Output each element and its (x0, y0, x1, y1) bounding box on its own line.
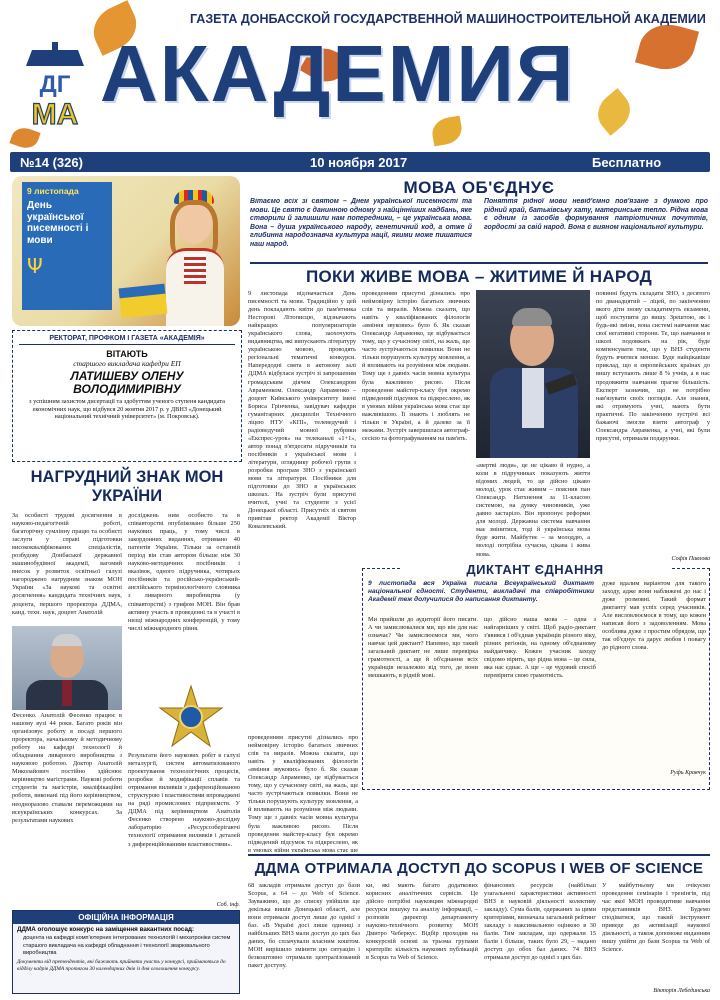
dictation-col2: що дійсно наша мова – одна з найгарніших у світі. Щоб радіо-диктант з'явився і об'єднав українців різного віку, різних регіонів, на одному об'єднаному майданчику. Кожен учасник заходу свідомо вірить, що рідна мова – це сила, яка нас єднає. А ще – це чудовий спосіб перевірити свою грамотність. (484, 616, 596, 680)
main-article-col2: проведенням присутні дізнались про неймовірну історію багатьох звичних слів та виразів. Можна сказати, що навіть у кваліфікованих філологів «вміння звукових» було б. Як сказав Олександр Авраменко, це відбувається тому, що у сучасному світі, на жаль, ще часто зустрічаються помилки. Вони не тільки порушують культуру мовлення, а й впливають на розуміння між людьми. Тому ще з давніх часів мовна культура була важливою рисою. Після проведення майстер-класу був окремо підведений підсумок та підкреслено, як в умовах війни українська мова стає ще важливішою. Її знають і люблять не тільки в Україні, а й далеко за її межами. Зустріч завершилася автограф-сесією та фотографуванням на пам'ять. (362, 290, 470, 442)
scopus-col1: 68 закладів отримали доступ до бази Scopus, а 64 – до Web of Science. Зауважимо, що до списку увійшли ще декілька вишів Донецької області, але вони отримали доступ лише до однієї з баз. «В Україні досі лише одиниці з найбільших ВНЗ мали доступ до цих баз даних, бо сплачували власним коштом. МОН вирішило змінити цю ситуацію і безкоштовно отримали централізований пакет доступу. (248, 882, 360, 970)
official-title: ОФІЦІЙНА ІНФОРМАЦІЯ (13, 911, 239, 924)
lead-divider (250, 262, 708, 264)
badge-article-title: НАГРУДНИЙ ЗНАК МОН УКРАЇНИ (30, 468, 224, 505)
badge-article-col2b: Результати його наукових робіт в галузі металургії, систем автоматизованого проектування технологічних процесів, розробки й модифікації сплавів та отримання виливків з диференційованою структурою і властивостями впроваджені на ряді промислових підприємств. У ДДМА під керівництвом Анатолія Фесенко створено науково-дослідну лабораторію «Ресурсозберігаючі технології отримання виливків і деталей з диференційованими властивостями». (128, 752, 240, 848)
official-item-2: старшого викладача на кафедрі обладнання і технології зварювального виробництва (23, 943, 210, 956)
congrats-box (12, 330, 242, 462)
book-icon (119, 284, 168, 319)
dictation-title: ДИКТАНТ ЄДНАННЯ (400, 562, 670, 577)
maple-leaf-icon (9, 124, 40, 152)
official-footer: Документи від претендентів, які бажають прийняти участь у конкурсі, приймаються до відділу кадрів ДДМА протягом 30 календарних днів із дня оголошення конкурсу. (17, 959, 226, 972)
dictation-lead: 9 листопада вся Україна писала Всеукраїнський диктант національної єдності. Студенти, викладачі та співробітники Академії теж долучилися до написання диктанту. (368, 580, 594, 604)
masthead-tagline: ГАЗЕТА ДОНБАССКОЙ ГОСУДАРСТВЕННОЙ МАШИНОСТРОИТЕЛЬНОЙ АКАДЕМИИ (190, 12, 706, 26)
holiday-photo (12, 176, 240, 326)
badge-article-col1b: Фесенко. Анатолій Фесенко працює в нашому вузі 44 роки. Багато років він організовує роботу в посаді першого проректора, начальному й методичному роботу на кафедрі технології й обладнання ливарного виробництва з науковою роботою. Доктор Анатолій Миколайович постійно здійснює керівництво магістрами. Наукові роботи студентів та магістрів, кваліфікаційні роботи, виконані під його керівництвом, неодноразово ставали переможцями на всеукраїнських конкурсах. За результатами наукових (12, 712, 122, 824)
badge-article-col2: досліджень ним особисто та в співавторстві опубліковано більше 250 наукових праць, у тому числі в закордонних виданнях, отримано 40 патентів України. Тільки за останній період він став автором більше ніж 30 науково-методичних посібників і вказівок, одного підручника, чотирьох посібників та російсько-український-англійського термінологічного словника з ливарного виробництва (у співавторстві) з грифом МОН. Він брав активну участь в проведенні та в участі в низці міжнародних конференцій, у тому числі міжнародного рівня. (128, 512, 240, 632)
svg-text:ДГ: ДГ (39, 71, 71, 98)
academy-logo (20, 40, 90, 128)
official-intro: ДДМА оголошує конкурс на заміщення вакантних посад: (17, 926, 195, 933)
scopus-col4: У майбутньому ми очікуємо проведення семінарів і тренінгів, під час якої МОН проводитиме навчання представників ВНЗ. Будемо сподіватися, що такий інструмент приведе до активізації наукової діяльності, а також допоможе виданням вишу увійти до бази Scopus та Web of Science. (602, 882, 710, 954)
main-article-col4: повинні будуть складати ЗНО, з десятого по дванадцятий – ліцей, по закінченню якого діти знову складатимуть екзамени, щоб поступити до вишу. Зрештою, як і будь-які зміни, вона системі навчання має свої негативні сторони. Те, що навчання в школі подовжать на рік, буде компенсувати тим, що у ВНЗ студенти будуть вчитися менше. Буде найцікавіше приклад, що в європейських країнах до вишу вступають лише 8 % учнів, а в нас продовжити навчання прагне більшість. Експерт зазначив, що не потрібно нав'язувати своїх поглядів. Але знання, які отримують учні, мають бути практичні. По закінченню зустрічі всі бажаючі змогли взяти автограф у Олександра Авраменка, а учні, які були присутні, отримали подарунки. (596, 290, 710, 442)
congrats-header: РЕКТОРАТ, ПРОФКОМ І ГАЗЕТА «АКАДЕМІЯ» (19, 335, 235, 345)
holiday-date: 9 листопада (27, 186, 79, 196)
masthead (0, 0, 720, 170)
dictation-col1: Ми прийшли до аудиторії його писати. А чи замислювалися ми, що він для нас означає? Чи замислюємося ми, чого навчає цей диктант? Напевно, що такий загальний диктант не лише перевірка грамотності, а ще й об'єднання всіх українців незалежно від того, де вони мешкають, в рідній мові. (368, 616, 478, 680)
scopus-top-rule (248, 854, 710, 856)
official-photo (12, 626, 122, 710)
main-article-title: ПОКИ ЖИВЕ МОВА – ЖИТИМЕ Й НАРОД (305, 267, 653, 286)
trident-icon: Ψ (27, 254, 43, 278)
dictation-col3: дуже вдалим варіантом для такого заходу, адже вони наближені до нас і дуже розмовні. Такий формат диктанту мав успіх серед учасників. Але висловлюємося в тому, що кожен написав його з задоволенням. Мова особлива дуже з простим обрядом, що так об'єднує та дарує любов і повагу до рідного слова. (602, 580, 706, 652)
dictation-signature: Руфь Кравчук (670, 770, 706, 776)
badge-article-col1: За особисті трудові досягнення в науково-педагогічній роботі, багаторічну сумлінну працю та особисті заслуги у справі підготовки висококваліфікованих спеціалістів, розбудову Донбаської державної машинобудівної академії, вагомий внесок у розвиток освітньої галузі нагороджено нагрудним знаком МОН України «За наукові та освітні досягнення» кандидата технічних наук, доцента, першого проректора ДДМА, канд. техн. наук, доцент Анатолій (12, 512, 122, 616)
scopus-col2: ки, які мають багато додаткових корисних аналітичних сервісів. Це дійсно потрібні науковцям міжнародні ресурси пошуку та аналізу інформації, – розповів директор департаменту науково-технічного розвитку МОН Дмитро Чеберкус. Відбір проходив на конкурсній основі за трьома групами критеріїв: кількість наукових публікацій в Scopus та Web of Science. (366, 882, 478, 962)
official-item-1: доцента на кафедрі комп'ютерних інтегрованих технологій і мехатроніки систем (23, 935, 231, 941)
main-article-note (248, 734, 358, 852)
congrats-greet: ВІТАЮТЬ (106, 349, 148, 359)
issue-number: №14 (326) (20, 155, 83, 170)
main-article-signature: Софія Павлова (671, 556, 710, 562)
maple-leaf-icon (430, 116, 464, 147)
official-box (12, 910, 240, 994)
girl-portrait (162, 190, 226, 326)
main-article-col3: «мертві люди», це не цікаво й нудно, а коли в підручниках показують життя відомих людей, то це дійсно цікаво молоді, урок стає живим – пояснив пан Олександр. Натхнення за 11-класою системою, на думку чиновників, уже давно застаріло. Він пропонує реформи для молоді. Державна система навчання має змінитися, тоді й українська мова буде жити. Майбутнє – за молоддю, а молоді потрібна сучасна, цікава і жива мова. (476, 462, 590, 558)
congrats-name: ЛАТИШЕВУ ОЛЕНУ ВОЛОДИМИРІВНУ (70, 369, 184, 396)
svg-text:МА: МА (31, 98, 79, 128)
congrats-body: з успішним захистом дисертації та здобуттям ученого ступеня кандидата економічних наук, що відбувся 20 жовтня 2017 р. у ДВНЗ «Донецький національний технічний університет» (м. Покровськ). (29, 398, 225, 421)
scopus-title: ДДМА ОТРИМАЛА ДОСТУП ДО SCOPUS І WEB OF SCIENCE (254, 860, 704, 877)
issue-date: 10 ноября 2017 (310, 155, 408, 170)
holiday-title: День української писемності і мови (27, 200, 89, 246)
main-article-col1-cont: проведенням присутні дізнались про неймовірну історію багатьох звичних слів та виразів. Можна сказати, що навіть у кваліфікованих філологів «вміння звукових» було б. Як сказав Олександр Авраменко, це відбувається тому, що у сучасному світі, на жаль, ще часто зустрічаються помилки. Вони не тільки порушують культуру мовлення, а й впливають на розуміння між людьми. Тому ще з давніх часів мовна культура була важливою рисою. Після проведення майстер-класу був окремо підведений підсумок та підкреслено, як в умовах війни українська мова стає ще (248, 734, 358, 852)
main-article-col1: 9 листопада відзначається День писемності та мови. Традиційно у цей день покладають квіти до пам'ятника Несторові Літописцю, відзначають найкращих популяризаторів українського слова, заохочують видавництва, які випускають літературу українською мовою, проводять регіональні тематичні конкурси. Напередодні свята в актовому залі ДДМА відбулася зустріч зі запрошеним громадським діячем Олександром Авраменком. Олександр Авраменко – доцент Київського університету імені Бориса Грінченка, завідувач кафедри гуманітарних дисциплін Технічного ліцею НТУ «КПІ», телеведучий і радіоведучий мовної рубрики «Експрес-урок» на телеканалі «1+1», автор понад п'ятдесяти підручників та посібників з української мови і літератури, огляднику робочої групи з розробки програм ЗНО з української мови та літератури. Посібники для підготовки до ЗНО в українських школах. На зустріч були присутні вчителі, учні та студенти з усієї Донецької області. Присутніх зі святом привітав ректор Академії Віктор Ковалевський. (248, 290, 356, 531)
lead-right: Поняття рідної мови невід'ємно пов'язане з думкою про рідний край, батьківську хату, материнське тепло. Рідна мова є одним із засобів формування патріотичних почуттів, гордості за свій народ. Вона є вияном національної культури. (484, 198, 708, 231)
masthead-band (10, 152, 710, 172)
medal-icon (158, 684, 224, 750)
lead-title: МОВА ОБ'ЄДНУЄ (403, 178, 555, 197)
speaker-photo (476, 290, 590, 458)
scopus-signature: Вікторія Лебединська (653, 988, 710, 994)
scopus-col3: фінансових ресурсів (найбільш узагальнені характеристики активності ВНЗ в науковій діяльності колективу закладу). Сума балів, одержаних за цими критеріями, визначала загальний рейтинг закладу з максимальною оцінкою в 30 балів. Тим закладам, що одержали 15 балів і більше, таких було 29, – надано доступ до обох баз даних. 74 ВНЗ отримали доступ до однієї з цих баз. (484, 882, 596, 962)
masthead-title: АКАДЕМИЯ (100, 29, 576, 118)
badge-article-signature: Соб. інф. (216, 902, 240, 908)
holiday-badge (22, 182, 112, 310)
lead-left: Вітаємо всіх зі святом – Днем української писемності та мови. Це свято є данинною одному з найцінніших надбань, яке створили й залишили нам попередники, – це українська мова. Вона – душа українського народу, генетичний код, а отже й глибинна народознавча культура нації, якими може пишатися наш народ. (250, 198, 472, 248)
issue-price: Бесплатно (592, 155, 662, 170)
congrats-position: старшого викладача кафедри ЕП (73, 359, 181, 368)
